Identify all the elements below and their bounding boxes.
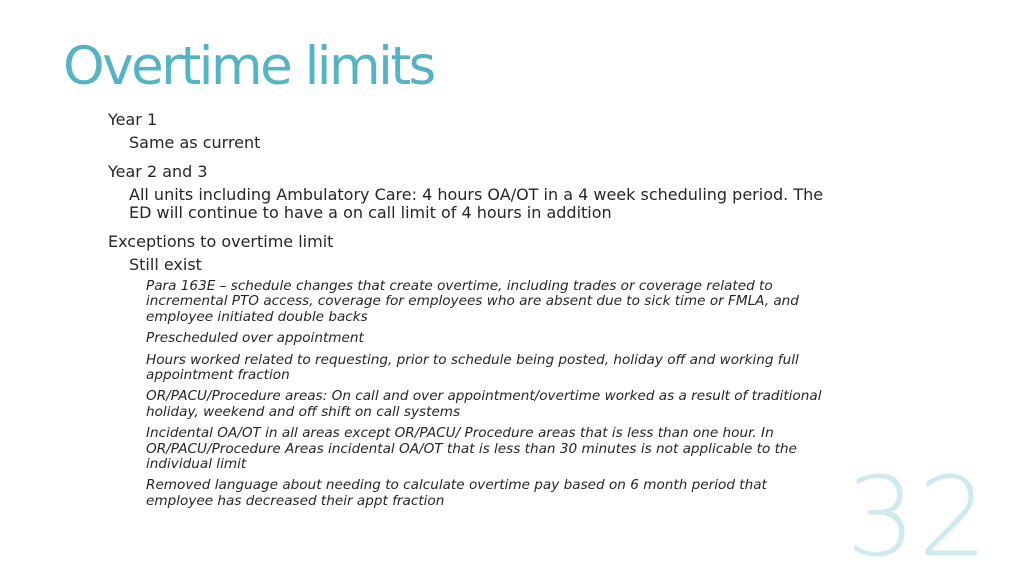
exception-detail: Incidental OA/OT in all areas except OR/PACU/ Procedure areas that is less than one hour. In OR/PACU/Procedure Areas incidental OA/OT that is less than 30 minutes is not applicable to the individual limit	[146, 425, 797, 473]
section-heading-year-1: Year 1	[108, 110, 158, 129]
slide-title: Overtime limits	[63, 36, 434, 97]
slide-page-number: 32	[846, 453, 990, 581]
section-heading-year-2-3: Year 2 and 3	[108, 162, 208, 181]
section-heading-exceptions: Exceptions to overtime limit	[108, 232, 334, 251]
year-1-item: Same as current	[129, 133, 261, 152]
exception-detail: OR/PACU/Procedure areas: On call and over appointment/overtime worked as a result of traditional holiday, weekend and off shift on call systems	[146, 388, 822, 420]
slide-body	[108, 109, 838, 509]
exceptions-item: Still exist	[129, 255, 202, 274]
exception-detail: Removed language about needing to calculate overtime pay based on 6 month period that employee has decreased their appt fraction	[146, 477, 767, 509]
exception-detail: Prescheduled over appointment	[146, 330, 364, 347]
year-2-3-item: All units including Ambulatory Care: 4 hours OA/OT in a 4 week scheduling period. The ED will continue to have a on call limit of 4 hours in addition	[129, 185, 824, 222]
exception-detail: Para 163E – schedule changes that create overtime, including trades or coverage related to incremental PTO access, coverage for employees who are absent due to sick time or FMLA, and employee initiated double backs	[146, 278, 799, 325]
exception-detail: Hours worked related to requesting, prior to schedule being posted, holiday off and working full appointment fraction	[146, 351, 799, 384]
